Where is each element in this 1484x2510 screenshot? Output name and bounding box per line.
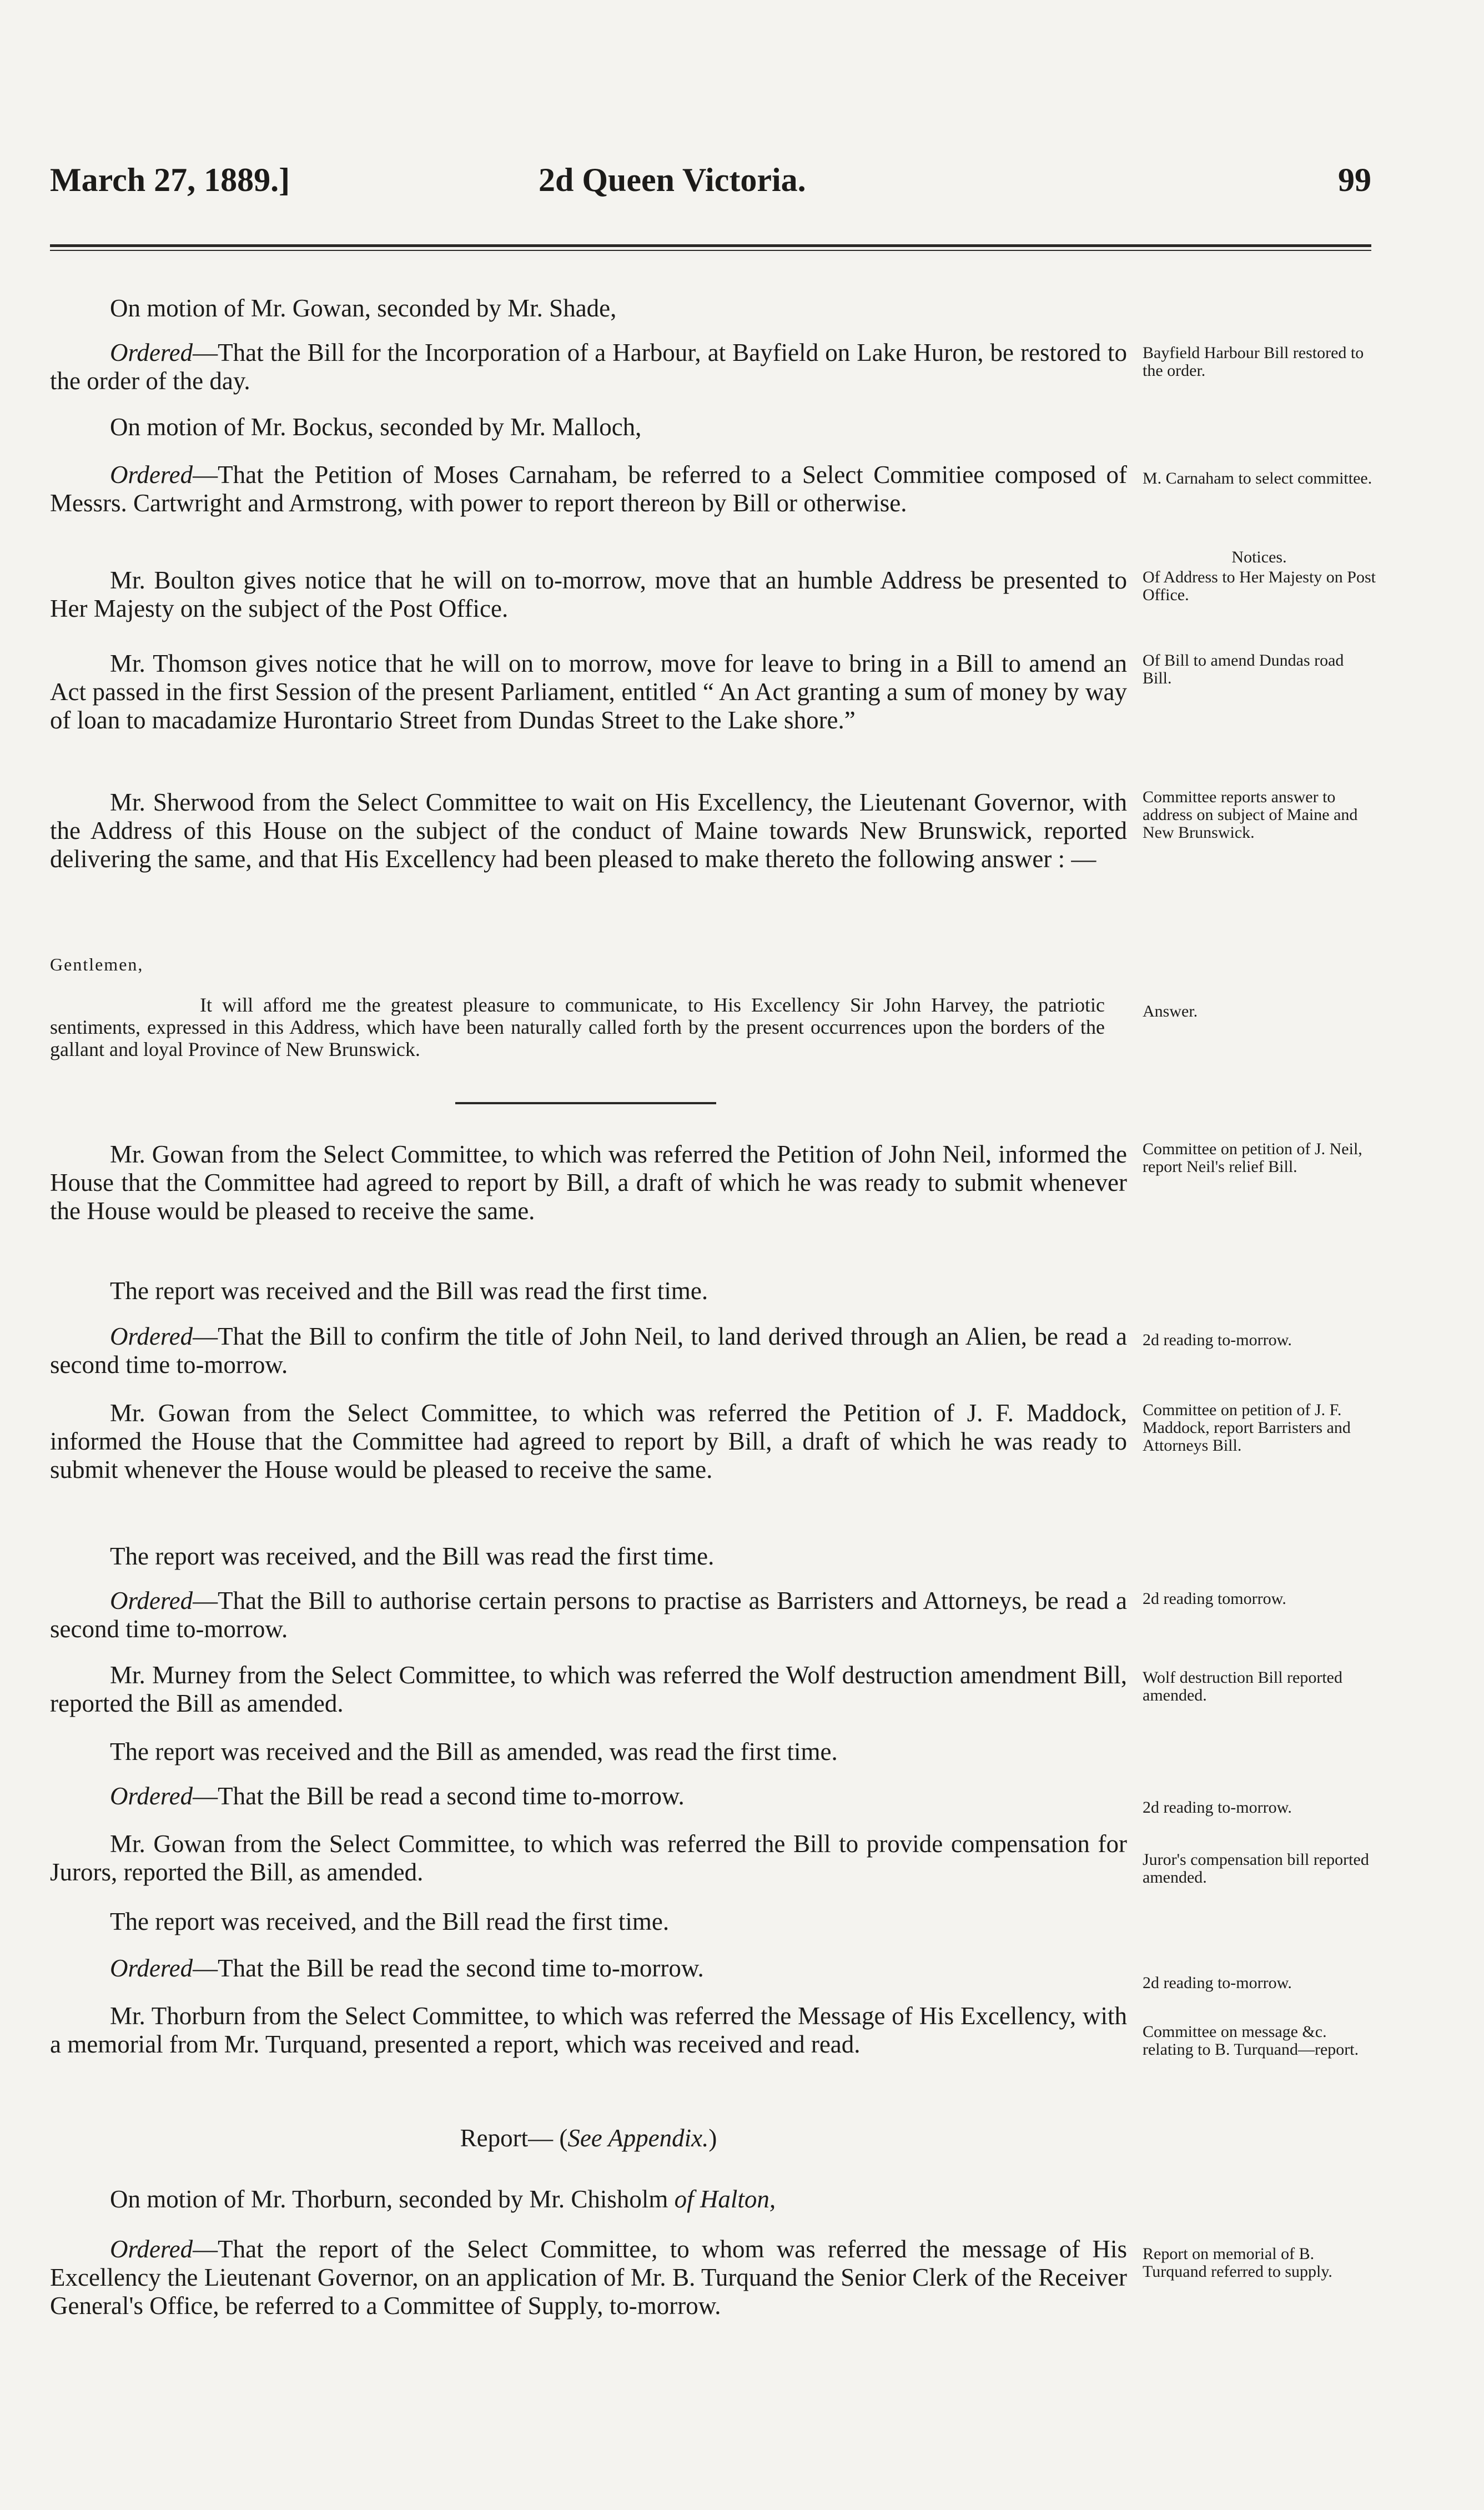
paragraph-ordered-bayfield — [50, 339, 1127, 395]
margin-note-wolf: Wolf destruction Bill reported amended. — [1143, 1668, 1342, 1704]
section-divider — [455, 1102, 716, 1104]
paragraph-thorburn-report: Mr. Thorburn from the Select Committee, to which was referred the Message of His Excellency, with a memorial from Mr. Turquand, presented a report, which was received and read. — [50, 2002, 1127, 2058]
paragraph-text: —That the Bill to authorise certain persons to practise as Barristers and Attorneys, be read a second time to-morrow. — [50, 1587, 1127, 1643]
header-title: 2d Queen Victoria. — [539, 162, 806, 198]
paragraph-text: —That the Petition of Moses Carnaham, be referred to a Select Commitiee composed of Messrs. Cartwright and Armstrong, with power to report thereon by Bill or otherwise. — [50, 461, 1127, 517]
margin-note-reading-2: 2d reading tomorrow. — [1143, 1590, 1286, 1608]
paragraph-report-received-4: The report was received, and the Bill read the first time. — [110, 1908, 670, 1935]
header-rule — [50, 244, 1371, 247]
paragraph-text: —That the Bill be read the second time to-morrow. — [193, 1954, 704, 1982]
margin-note-reading-1: 2d reading to-morrow. — [1143, 1331, 1292, 1349]
paragraph-text: —That the Bill to confirm the title of John Neil, to land derived through an Alien, be read a second time to-morrow. — [50, 1322, 1127, 1379]
paragraph-text: —That the report of the Select Committee, to whom was referred the message of His Excellency the Lieutenant Governor, on an application of Mr. B. Turquand the Senior Clerk of the Receiver General's Office, be referred to a Committee of Supply, to-morrow. — [50, 2235, 1127, 2320]
margin-note-carnaham: M. Carnaham to select committee. — [1143, 469, 1372, 487]
report-label: Report— ( — [460, 2124, 568, 2152]
salutation: Gentlemen, — [50, 954, 144, 974]
margin-note-address: Of Address to Her Majesty on Post Office. — [1143, 568, 1376, 604]
paragraph-motion-thorburn — [50, 2185, 1127, 2214]
margin-note-answer: Answer. — [1143, 1002, 1198, 1020]
report-close: ) — [708, 2124, 717, 2152]
ordered-label: Ordered — [110, 461, 193, 489]
page-number: 99 — [1338, 162, 1371, 198]
margin-note-turquand-message: Committee on message &c. relating to B. Turquand—report. — [1143, 2023, 1359, 2059]
ordered-label: Ordered — [110, 1322, 193, 1350]
paragraph-sherwood-report: Mr. Sherwood from the Select Committee to wait on His Excellency, the Lieutenant Governor, with the Address of this House on the subject of the conduct of Maine towards New Brunswick, reported delivering the same, and that His Excellency had been pleased to make thereto the following answer : — — [50, 788, 1127, 873]
paragraph-boulton-notice: Mr. Boulton gives notice that he will on to-morrow, move that an humble Address be presented to Her Majesty on the subject of the Post Office. — [50, 566, 1127, 622]
paragraph-report-received-2: The report was received, and the Bill was read the first time. — [110, 1542, 715, 1570]
paragraph-gowan-maddock: Mr. Gowan from the Select Committee, to which was referred the Petition of J. F. Maddock, informed the House that the Committee had agreed to report by Bill, a draft of which he was ready to submit whenever the House would be pleased to receive the same. — [50, 1399, 1127, 1483]
paragraph-text: —That the Bill for the Incorporation of a Harbour, at Bayfield on Lake Huron, be restored to the order of the day. — [50, 339, 1127, 395]
header-rule-thin — [50, 250, 1371, 251]
paragraph-ordered-second-2 — [50, 1954, 1127, 1983]
paragraph-italic: of Halton, — [674, 2185, 776, 2213]
paragraph-motion-gowan: On motion of Mr. Gowan, seconded by Mr. Shade, — [110, 294, 617, 322]
margin-note-neil: Committee on petition of J. Neil, report Neil's relief Bill. — [1143, 1140, 1362, 1176]
paragraph-ordered-carnaham — [50, 461, 1127, 517]
answer-text: It will afford me the greatest pleasure to communicate, to His Excellency Sir John Harvey, the patriotic sentiments, expressed in this Address, which have been naturally called forth by the present occurrences upon the borders of the gallant and loyal Province of New Brunswick. — [50, 994, 1105, 1060]
ordered-label: Ordered — [110, 2235, 193, 2263]
paragraph-gowan-jurors: Mr. Gowan from the Select Committee, to which was referred the Bill to provide compensation for Jurors, reported the Bill, as amended. — [50, 1830, 1127, 1886]
margin-note-turquand-supply: Report on memorial of B. Turquand referred to supply. — [1143, 2245, 1332, 2281]
paragraph-ordered-second-1 — [50, 1782, 1127, 1810]
report-heading — [50, 2124, 1127, 2152]
paragraph-report-received-1: The report was received and the Bill was read the first time. — [110, 1277, 708, 1305]
margin-note-bayfield: Bayfield Harbour Bill restored to the order. — [1143, 344, 1364, 380]
paragraph-text: On motion of Mr. Thorburn, seconded by Mr. Chisholm — [110, 2185, 675, 2213]
page-header — [50, 161, 1371, 211]
paragraph-text: —That the Bill be read a second time to-morrow. — [193, 1782, 685, 1810]
ordered-label: Ordered — [110, 339, 193, 366]
paragraph-report-received-3: The report was received and the Bill as amended, was read the first time. — [110, 1738, 838, 1765]
margin-note-notices: Notices. — [1231, 548, 1287, 566]
margin-note-maddock: Committee on petition of J. F. Maddock, report Barristers and Attorneys Bill. — [1143, 1401, 1351, 1455]
ordered-label: Ordered — [110, 1782, 193, 1810]
paragraph-ordered-barristers — [50, 1587, 1127, 1643]
paragraph-thomson-notice: Mr. Thomson gives notice that he will on to morrow, move for leave to bring in a Bill to amend an Act passed in the first Session of the present Parliament, entitled “ An Act granting a sum of money by way of loan to macadamize Hurontario Street from Dundas Street to the Lake shore.” — [50, 650, 1127, 734]
header-date: March 27, 1889.] — [50, 162, 290, 198]
paragraph-ordered-turquand — [50, 2235, 1127, 2320]
ordered-label: Ordered — [110, 1587, 193, 1614]
report-see-appendix: See Appendix. — [567, 2124, 709, 2152]
margin-note-committee-answer: Committee reports answer to address on subject of Maine and New Brunswick. — [1143, 788, 1358, 842]
paragraph-motion-bockus: On motion of Mr. Bockus, seconded by Mr. Malloch, — [110, 413, 642, 441]
ordered-label: Ordered — [110, 1954, 193, 1982]
margin-note-dundas: Of Bill to amend Dundas road Bill. — [1143, 651, 1344, 687]
margin-note-jurors: Juror's compensation bill reported amended. — [1143, 1850, 1369, 1887]
margin-note-reading-3: 2d reading to-morrow. — [1143, 1798, 1292, 1817]
paragraph-gowan-neil: Mr. Gowan from the Select Committee, to which was referred the Petition of John Neil, informed the House that the Committee had agreed to report by Bill, a draft of which he was ready to submit whenever the House would be pleased to receive the same. — [50, 1140, 1127, 1225]
margin-note-reading-4: 2d reading to-morrow. — [1143, 1974, 1292, 1992]
paragraph-murney-wolf: Mr. Murney from the Select Committee, to which was referred the Wolf destruction amendment Bill, reported the Bill as amended. — [50, 1661, 1127, 1717]
paragraph-ordered-neil — [50, 1322, 1127, 1379]
